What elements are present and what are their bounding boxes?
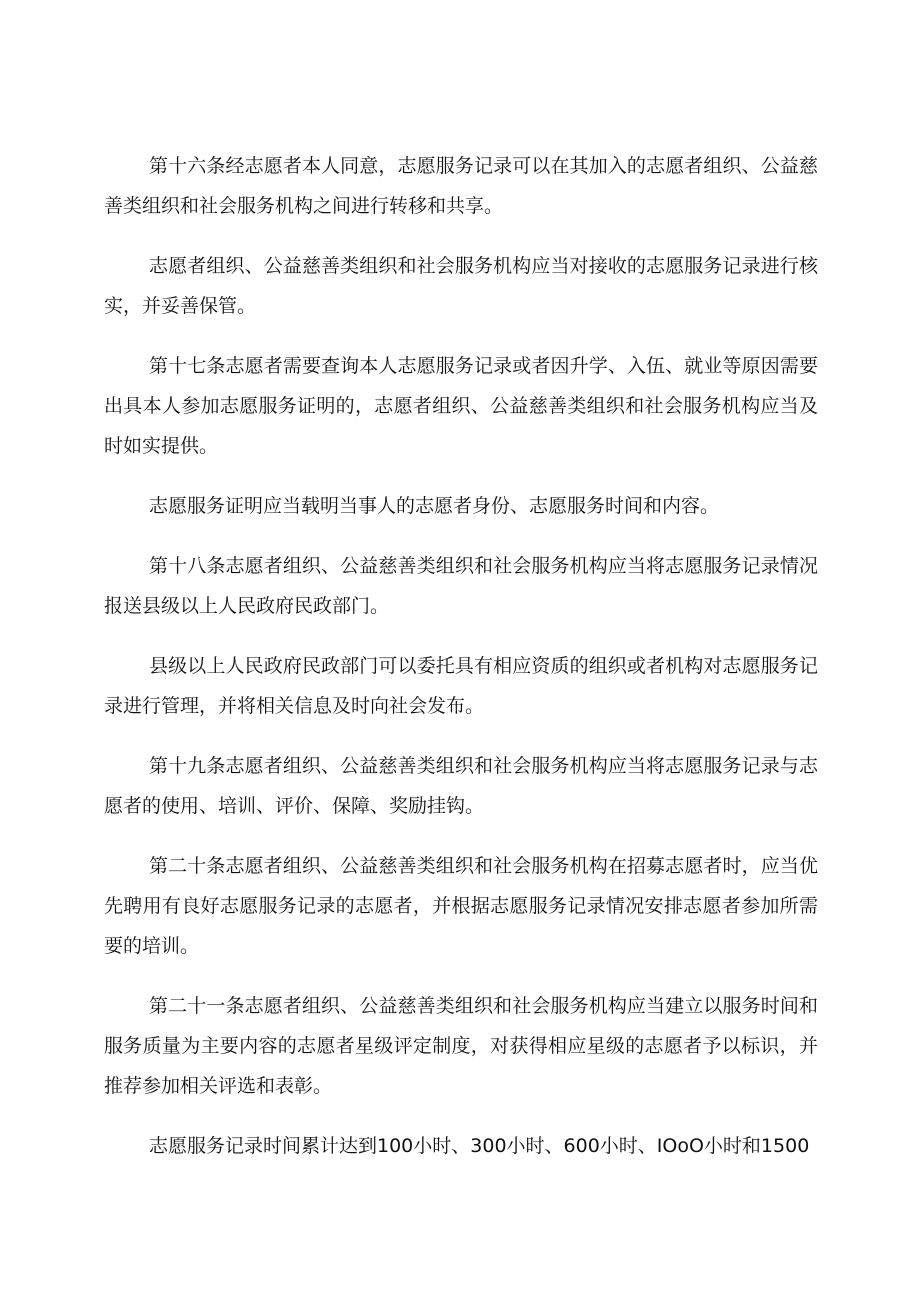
paragraph-article-17: 第十七条志愿者需要查询本人志愿服务记录或者因升学、入伍、就业等原因需要出具本人参加志愿服务证明的，志愿者组织、公益慈善类组织和社会服务机构应当及时如实提供。 [104, 355, 818, 457]
paragraph-article-20: 第二十条志愿者组织、公益慈善类组织和社会服务机构在招募志愿者时，应当优先聘用有良好志愿服务记录的志愿者，并根据志愿服务记录情况安排志愿者参加所需要的培训。 [104, 855, 818, 957]
paragraph-article-16: 第十六条经志愿者本人同意，志愿服务记录可以在其加入的志愿者组织、公益慈善类组织和社会服务机构之间进行转移和共享。 [104, 155, 818, 217]
paragraph-article-19: 第十九条志愿者组织、公益慈善类组织和社会服务机构应当将志愿服务记录与志愿者的使用、培训、评价、保障、奖励挂钩。 [104, 755, 818, 817]
paragraph-record-verification: 志愿者组织、公益慈善类组织和社会服务机构应当对接收的志愿服务记录进行核实，并妥善保管。 [104, 255, 818, 317]
paragraph-article-18: 第十八条志愿者组织、公益慈善类组织和社会服务机构应当将志愿服务记录情况报送县级以上人民政府民政部门。 [104, 555, 818, 617]
document-body [104, 146, 818, 1166]
paragraph-article-21: 第二十一条志愿者组织、公益慈善类组织和社会服务机构应当建立以服务时间和服务质量为主要内容的志愿者星级评定制度，对获得相应星级的志愿者予以标识，并推荐参加相关评选和表彰。 [104, 995, 818, 1097]
paragraph-service-hours: 志愿服务记录时间累计达到100小时、300小时、600小时、IOoO小时和1500 [149, 1135, 810, 1157]
paragraph-civil-affairs-management: 县级以上人民政府民政部门可以委托具有相应资质的组织或者机构对志愿服务记录进行管理，并将相关信息及时向社会发布。 [104, 655, 818, 717]
paragraph-certificate-content: 志愿服务证明应当载明当事人的志愿者身份、志愿服务时间和内容。 [149, 495, 720, 517]
